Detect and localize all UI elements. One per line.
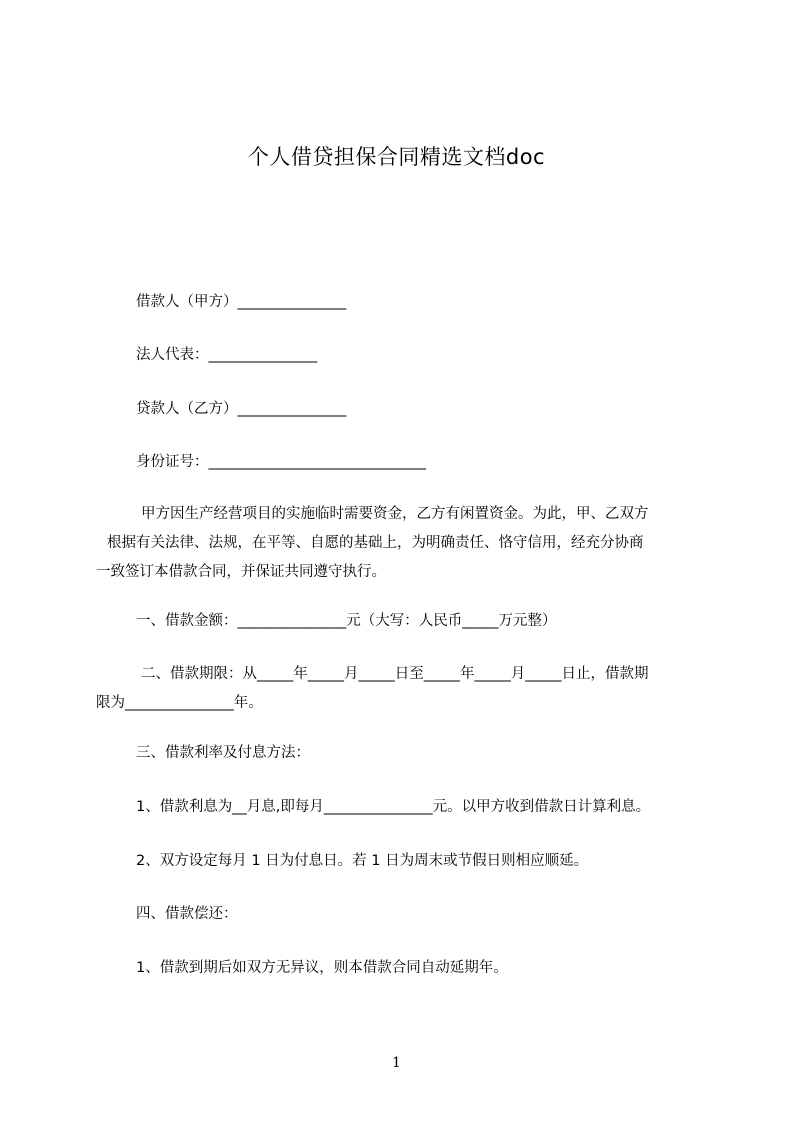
clause-interest-heading: 三、借款利率及付息方法： <box>136 745 310 761</box>
borrower-field: 借款人（甲方）_______________ <box>136 294 347 310</box>
clause-loan-amount: 一、借款金额：_______________元（大写：人民币_____万元整） <box>136 613 557 629</box>
preamble-line: 甲方因生产经营项目的实施临时需要资金，乙方有闲置资金。为此，甲、乙双方 <box>141 506 649 522</box>
clause-term-line: 限为_______________年。 <box>96 695 263 711</box>
preamble-line: 根据有关法律、法规，在平等、自愿的基础上，为明确责任、恪守信用，经充分协商 <box>107 535 644 551</box>
clause-interest-item-1: 1、借款利息为__月息,即每月_______________元。以甲方收到借款日计算利息。 <box>136 799 651 815</box>
clause-term-line: 二、借款期限：从_____年_____月_____日至_____年_____月_____日止，借款期 <box>141 666 649 682</box>
clause-repayment-heading: 四、借款偿还： <box>136 906 238 922</box>
page-number: 1 <box>392 1055 401 1071</box>
document-title: 个人借贷担保合同精选文档doc <box>247 145 546 169</box>
lender-field: 贷款人（乙方）_______________ <box>136 401 347 417</box>
clause-interest-item-2: 2、双方设定每月 1 日为付息日。若 1 日为周末或节假日则相应顺延。 <box>136 853 589 869</box>
id-number-field: 身份证号：______________________________ <box>136 454 426 470</box>
preamble-paragraph <box>96 500 706 587</box>
clause-repayment-item-1: 1、借款到期后如双方无异议，则本借款合同自动延期年。 <box>136 960 508 976</box>
preamble-line: 一致签订本借款合同，并保证共同遵守执行。 <box>96 564 386 580</box>
legal-representative-field: 法人代表：_______________ <box>136 347 318 363</box>
clause-loan-term <box>96 660 706 718</box>
